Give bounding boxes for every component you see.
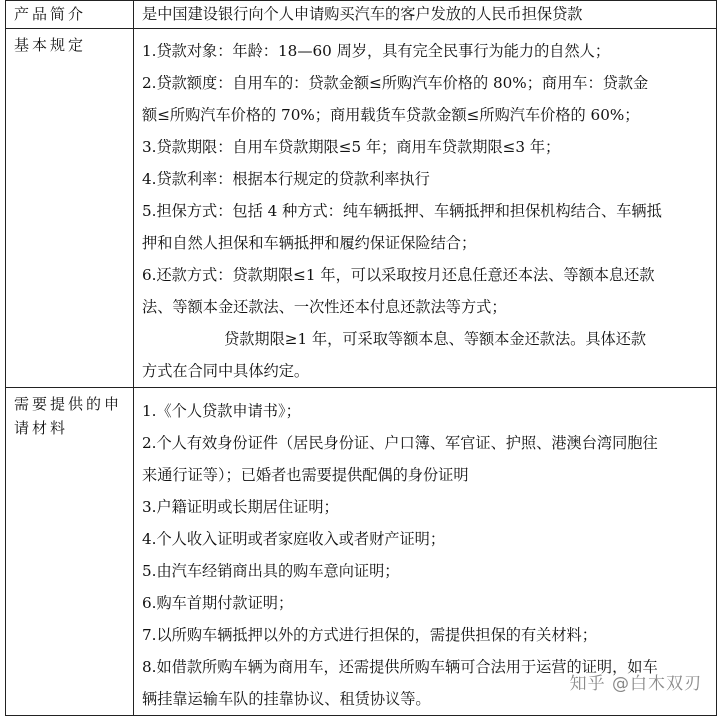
materials-line: 6.购车首期付款证明； [142,594,294,612]
intro-content [134,1,717,29]
intro-label: 产品简介 [6,1,134,29]
rules-line: 额≤所购汽车价格的 70%；商用载货车贷款金额≤所购汽车价格的 60%； [142,106,640,124]
rules-line: 押和自然人担保和车辆抵押和履约保证保险结合； [142,234,477,252]
rules-line: 法、等额本金还款法、一次性还本付息还款法等方式； [142,298,507,316]
materials-line: 辆挂靠运输车队的挂靠协议、租赁协议等。 [142,690,431,708]
rules-label: 基本规定 [6,29,134,388]
materials-label-line: 需要提供的申 [14,395,123,413]
rules-line: 贷款期限≥1 年，可采取等额本息、等额本金还款法。具体还款 [224,330,647,348]
materials-label-line: 请材料 [14,419,69,437]
materials-line: 2.个人有效身份证件（居民身份证、户口簿、军官证、护照、港澳台湾同胞往 [142,434,658,452]
materials-row [6,388,717,716]
loan-product-document [5,0,716,706]
rules-line: 6.还款方式：贷款期限≤1 年，可以采取按月还息任意还本法、等额本息还款 [142,266,655,284]
materials-line: 8.如借款所购车辆为商用车，还需提供所购车辆可合法用于运营的证明，如车 [142,658,658,676]
rules-line: 方式在合同中具体约定。 [142,362,310,380]
materials-line: 5.由汽车经销商出具的购车意向证明； [142,562,400,580]
materials-line: 3.户籍证明或长期居住证明； [142,498,339,516]
loan-info-table [5,0,717,716]
materials-line: 4.个人收入证明或者家庭收入或者财产证明； [142,530,446,548]
intro-text: 是中国建设银行向个人申请购买汽车的客户发放的人民币担保贷款 [142,5,583,23]
rules-line: 4.贷款利率：根据本行规定的贷款利率执行 [142,170,430,188]
rules-content [134,29,717,388]
materials-content [134,388,717,716]
rules-line: 5.担保方式：包括 4 种方式：纯车辆抵押、车辆抵押和担保机构结合、车辆抵 [142,202,662,220]
materials-line: 来通行证等）；已婚者也需要提供配偶的身份证明 [142,466,469,484]
watermark: 知乎 @白木双刃 [569,674,702,694]
rules-line: 1.贷款对象：年龄：18—60 周岁，具有完全民事行为能力的自然人； [142,42,611,60]
materials-label [6,388,134,716]
rules-row [6,29,717,388]
materials-line: 7.以所购车辆抵押以外的方式进行担保的，需提供担保的有关材料； [142,626,597,644]
rules-line: 3.贷款期限：自用车贷款期限≤5 年；商用车贷款期限≤3 年； [142,138,561,156]
materials-line: 1.《个人贷款申请书》； [142,402,301,420]
intro-row [6,1,717,29]
rules-line: 2.贷款额度：自用车的：贷款金额≤所购汽车价格的 80%；商用车：贷款金 [142,74,649,92]
